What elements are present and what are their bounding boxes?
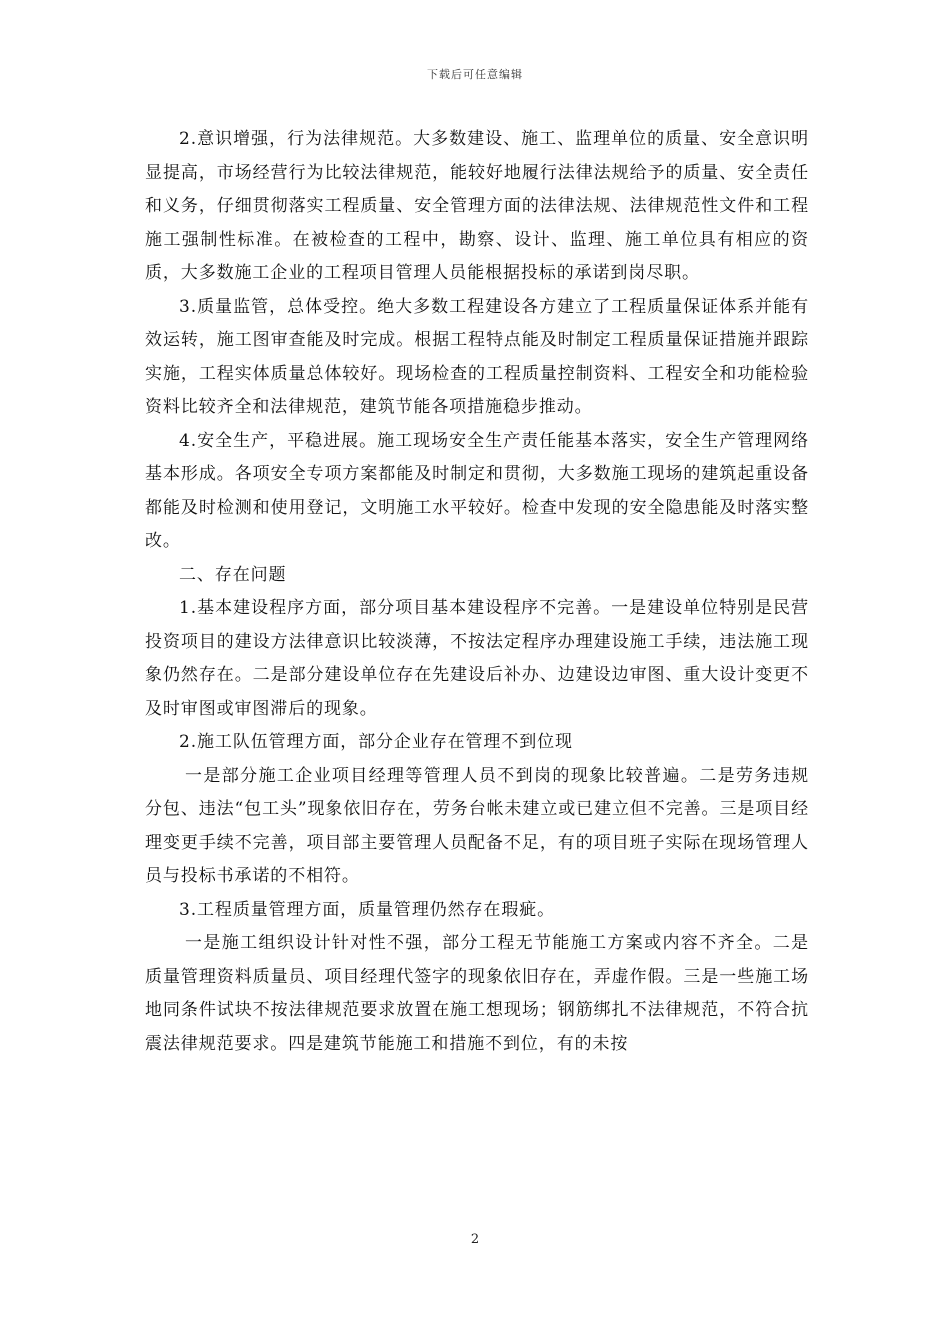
document-body bbox=[145, 123, 809, 1061]
section-heading-problems: 二、存在问题 bbox=[179, 564, 287, 585]
page-number: 2 bbox=[470, 1232, 480, 1247]
paragraph-awareness: 2.意识增强，行为法律规范。大多数建设、施工、监理单位的质量、安全意识明显提高，市场经营行为比较法律规范，能较好地履行法律法规给予的质量、安全责任和义务，仔细贯彻落实工程质量、安全管理方面的法律法规、法律规范性文件和工程施工强制性标准。在被检查的工程中，勘察、设计、监理、施工单位具有相应的资质，大多数施工企业的工程项目管理人员能根据投标的承诺到岗尽职。 bbox=[145, 129, 809, 283]
subheading-team-management: 2.施工队伍管理方面，部分企业存在管理不到位现 bbox=[179, 732, 573, 752]
paragraph-safety-production: 4.安全生产，平稳进展。施工现场安全生产责任能基本落实，安全生产管理网络基本形成。各项安全专项方案都能及时制定和贯彻，大多数施工现场的建筑起重设备都能及时检测和使用登记，文明施工水平较好。检查中发现的安全隐患能及时落实整改。 bbox=[145, 430, 809, 551]
paragraph-quality-management-details: 一是施工组织设计针对性不强，部分工程无节能施工方案或内容不齐全。二是质量管理资料质量员、项目经理代签字的现象依旧存在，弄虚作假。三是一些施工场地同条件试块不按法律规范要求放置在施工想现场；钢筋绑扎不法律规范，不符合抗震法律规范要求。四是建筑节能施工和措施不到位，有的未按 bbox=[145, 933, 809, 1054]
page-header: 下载后可任意编辑 bbox=[427, 68, 523, 81]
paragraph-construction-procedure: 1.基本建设程序方面，部分项目基本建设程序不完善。一是建设单位特别是民营投资项目的建设方法律意识比较淡薄，不按法定程序办理建设施工手续，违法施工现象仍然存在。二是部分建设单位存在先建设后补办、边建设边审图、重大设计变更不及时审图或审图滞后的现象。 bbox=[145, 598, 809, 719]
subheading-quality-management: 3.工程质量管理方面，质量管理仍然存在瑕疵。 bbox=[179, 899, 556, 920]
paragraph-team-management-details: 一是部分施工企业项目经理等管理人员不到岗的现象比较普遍。二是劳务违规分包、违法“包工头”现象依旧存在，劳务台帐未建立或已建立但不完善。三是项目经理变更手续不完善，项目部主要管理人员配备不足，有的项目班子实际在现场管理人员与投标书承诺的不相符。 bbox=[145, 765, 809, 886]
paragraph-quality-supervision: 3.质量监管，总体受控。绝大多数工程建设各方建立了工程质量保证体系并能有效运转，施工图审查能及时完成。根据工程特点能及时制定工程质量保证措施并跟踪实施，工程实体质量总体较好。现场检查的工程质量控制资料、工程安全和功能检验资料比较齐全和法律规范，建筑节能各项措施稳步推动。 bbox=[145, 296, 809, 417]
